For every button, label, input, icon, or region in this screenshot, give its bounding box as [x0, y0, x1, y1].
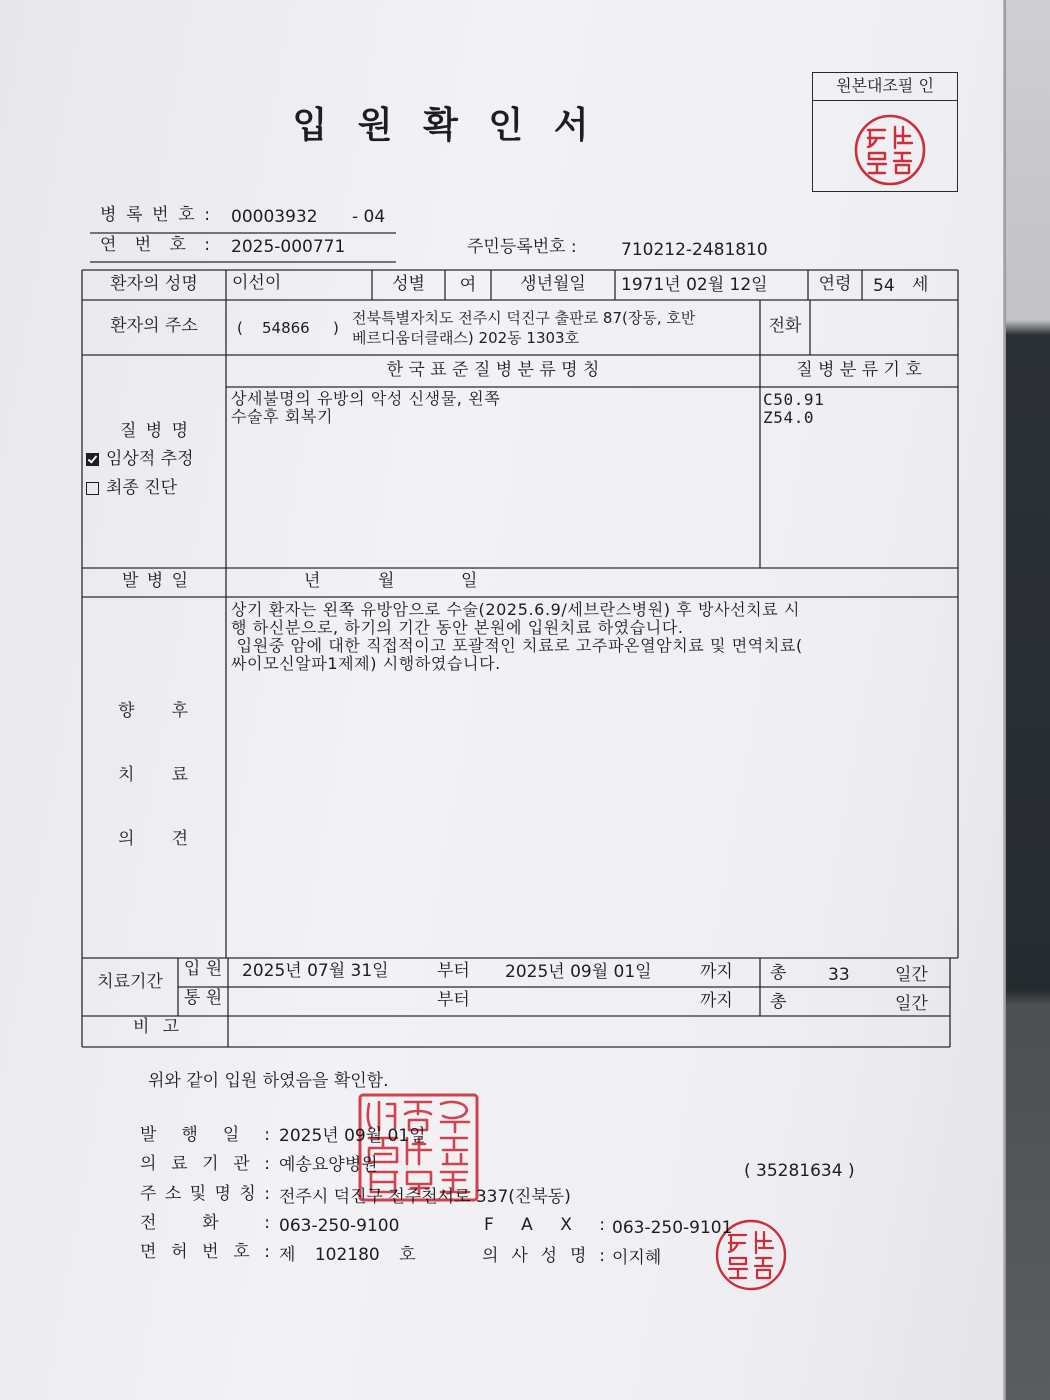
outpatient-label: 통 원 [183, 988, 223, 1008]
onset-year: 년 [304, 571, 321, 591]
remarks-label: 비 고 [133, 1017, 179, 1037]
document-title: 입 원 확 인 서 [292, 105, 598, 146]
institution-address-label: 주 소 및 명 칭 : [140, 1184, 270, 1204]
opinion-line-4: 싸이모신알파1제제) 시행하였습니다. [231, 655, 501, 673]
age-value: 54 [873, 276, 895, 296]
record-number: 00003932 [231, 207, 318, 227]
inpatient-total-unit: 일간 [895, 965, 928, 985]
age-unit: 세 [912, 275, 929, 295]
opinion-label-1: 향 후 [118, 701, 188, 721]
outpatient-from-suffix: 부터 [437, 990, 470, 1010]
license-label: 면 허 번 호 : [140, 1242, 270, 1262]
institution-name: 예송요양병원 [279, 1155, 378, 1175]
disease-section-label: 질 병 명 [120, 421, 188, 441]
background-wall [1006, 0, 1050, 1400]
postal-open: ( [237, 319, 243, 337]
disease-code-header: 질 병 분 류 기 호 [796, 360, 922, 380]
inpatient-to-suffix: 까지 [700, 962, 733, 982]
doctor-name: 이지혜 [612, 1248, 662, 1268]
treatment-period-label: 치료기간 [97, 972, 163, 992]
opinion-line-3: 입원중 암에 대한 직접적이고 포괄적인 치료로 고주파온열암치료 및 면역치료( [231, 637, 803, 655]
opinion-label-3: 의 견 [118, 829, 188, 849]
option-final-diagnosis: 최종 진단 [106, 478, 178, 498]
fax-number: 063-250-9101 [612, 1218, 733, 1238]
disease-code-1: C50.91 [763, 390, 825, 409]
serial-number: 2025-000771 [231, 237, 346, 257]
opinion-line-1: 상기 환자는 왼쪽 유방암으로 수술(2025.6.9/세브란스병원) 후 방사선치료 시 [231, 601, 801, 619]
disease-name-1: 상세불명의 유방의 악성 신생물, 왼쪽 [231, 390, 501, 408]
doctor-name-label: 의 사 성 명 : [482, 1246, 605, 1266]
inpatient-total-days: 33 [828, 965, 850, 985]
certified-copy-label: 원본대조필 인 [836, 76, 934, 95]
onset-label: 발 병 일 [122, 571, 188, 591]
inpatient-to: 2025년 09월 01일 [505, 962, 652, 982]
opinion-line-2: 행 하신분으로, 하기의 기간 동안 본원에 입원치료 하였습니다. [231, 619, 684, 637]
disease-name-header: 한 국 표 준 질 병 분 류 명 칭 [386, 360, 600, 380]
patient-name: 이선이 [232, 273, 282, 293]
postal-code: 54866 [262, 319, 310, 337]
certified-seal-stamp [852, 112, 928, 188]
inpatient-from: 2025년 07월 31일 [242, 961, 389, 981]
hospital-seal-stamp [357, 1092, 481, 1204]
address-line-1: 전북특별자치도 전주시 덕진구 출판로 87(장동, 호반 [352, 309, 696, 327]
age-label: 연령 [818, 274, 852, 294]
resident-number-label: 주민등록번호 : [467, 237, 577, 257]
inpatient-from-suffix: 부터 [437, 961, 470, 981]
onset-month: 월 [378, 571, 395, 591]
fax-label: F A X : [484, 1215, 605, 1235]
patient-name-label: 환자의 성명 [110, 274, 198, 294]
license-number: 제 102180 호 [279, 1245, 416, 1265]
disease-name-2: 수술후 회복기 [231, 408, 334, 426]
address-label: 환자의 주소 [110, 316, 198, 336]
outpatient-to-suffix: 까지 [700, 991, 733, 1011]
record-number-suffix: - 04 [352, 207, 386, 227]
outpatient-total-prefix: 총 [770, 992, 787, 1012]
institution-address: 전주시 덕진구 전주천서로 337(진북동) [279, 1187, 571, 1207]
sex-value: 여 [459, 275, 477, 295]
option-clinical-estimate: 임상적 추정 [106, 449, 194, 469]
doctor-seal-stamp [713, 1217, 789, 1293]
inpatient-label: 입 원 [183, 959, 223, 979]
address-line-2: 베르디움더클래스) 202동 1303호 [352, 329, 580, 347]
institution-code: ( 35281634 ) [744, 1161, 855, 1181]
postal-close: ) [333, 319, 339, 337]
issue-date: 2025년 09월 01일 [279, 1126, 426, 1146]
institution-phone: 063-250-9100 [279, 1216, 400, 1236]
institution-phone-label: 전 화 : [140, 1213, 270, 1233]
inpatient-total-prefix: 총 [770, 963, 787, 983]
serial-number-label: 연 번 호 : [100, 235, 210, 255]
phone-label: 전화 [768, 316, 802, 336]
certified-copy-divider [813, 100, 957, 101]
dob-label: 생년월일 [520, 274, 586, 294]
sex-label: 성별 [392, 274, 425, 294]
institution-label: 의 료 기 관 : [140, 1154, 270, 1174]
onset-day: 일 [461, 571, 478, 591]
dob-value: 1971년 02월 12일 [621, 275, 768, 295]
record-number-label: 병 록 번 호 : [100, 205, 210, 225]
resident-number: 710212-2481810 [621, 240, 768, 260]
opinion-label-2: 치 료 [118, 765, 188, 785]
checkbox-final-diagnosis [86, 482, 99, 495]
outpatient-total-unit: 일간 [895, 994, 928, 1014]
issue-date-label: 발 행 일 : [140, 1125, 270, 1145]
disease-code-2: Z54.0 [763, 408, 815, 427]
checkbox-clinical-estimate [86, 453, 99, 466]
confirmation-text: 위와 같이 입원 하였음을 확인함. [148, 1071, 389, 1091]
